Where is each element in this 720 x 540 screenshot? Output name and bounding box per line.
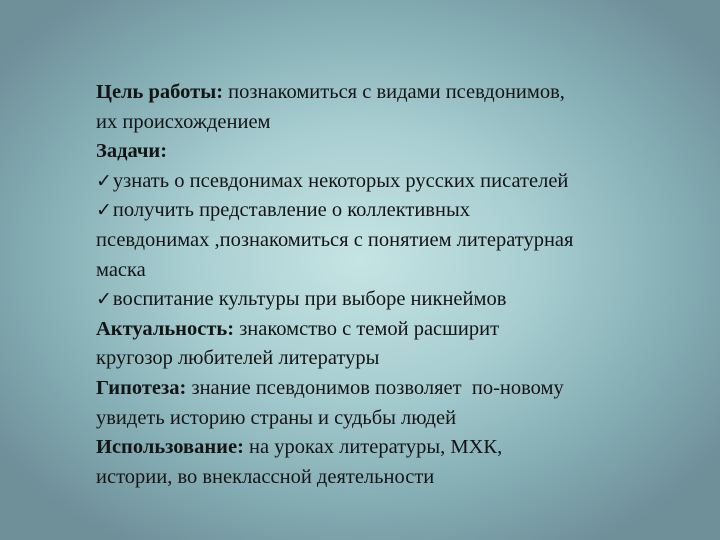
slide-text-body xyxy=(96,78,686,492)
relevance-label: Актуальность: xyxy=(96,317,235,340)
usage-label: Использование: xyxy=(96,436,244,459)
usage-line-1 xyxy=(96,433,686,463)
usage-line-2: истории, во внеклассной деятельности xyxy=(96,465,435,488)
task-item-2-text-1: получить представление о коллективных xyxy=(112,199,470,222)
task-item-3-text: воспитание культуры при выборе никнеймов xyxy=(112,288,507,311)
goal-line-1 xyxy=(96,78,686,108)
relevance-line-2: кругозор любителей литературы xyxy=(96,347,380,370)
task-item-2-text-3: маска xyxy=(96,258,146,281)
task-item-1 xyxy=(96,167,686,197)
checkmark-icon: ✓ xyxy=(96,170,112,192)
hypothesis-line-2: увидеть историю страны и судьбы людей xyxy=(96,406,457,429)
checkmark-icon: ✓ xyxy=(96,289,112,311)
relevance-line-1 xyxy=(96,315,686,345)
task-item-3 xyxy=(96,285,686,315)
hypothesis-text-1: знание псевдонимов позволяет по-новому xyxy=(186,376,564,399)
checkmark-icon: ✓ xyxy=(96,200,112,222)
hypothesis-label: Гипотеза: xyxy=(96,376,187,399)
goal-line-2: их происхождением xyxy=(96,110,271,133)
task-item-1-text: узнать о псевдонимах некоторых русских писателей xyxy=(112,169,569,192)
usage-text-1: на уроках литературы, МХК, xyxy=(243,436,503,459)
relevance-text-1: знакомство с темой расширит xyxy=(234,317,500,340)
hypothesis-line-1 xyxy=(96,374,686,404)
tasks-label: Задачи: xyxy=(96,140,168,163)
goal-label: Цель работы: xyxy=(96,81,224,103)
task-item-2 xyxy=(96,196,686,226)
task-item-2-text-2: псевдонимах ,познакомиться с понятием литературная xyxy=(96,228,574,251)
goal-text-1: познакомиться с видами псевдонимов, xyxy=(223,81,565,103)
